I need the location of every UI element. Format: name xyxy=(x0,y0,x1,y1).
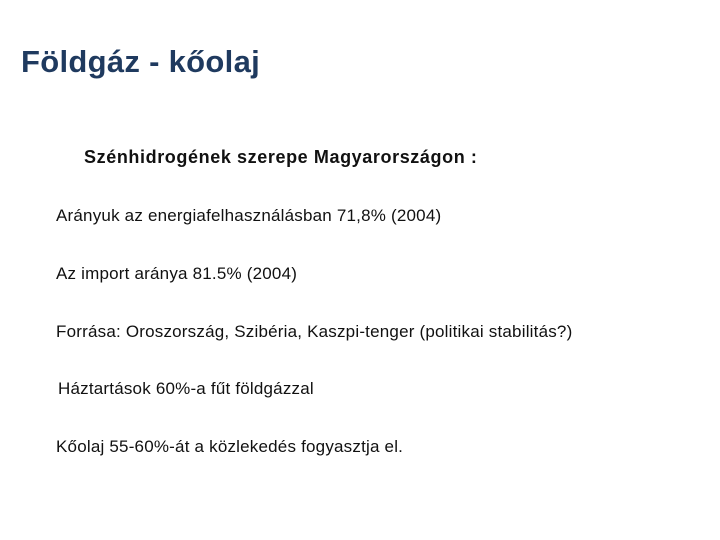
slide-subtitle: Szénhidrogének szerepe Magyarországon : xyxy=(84,147,478,167)
bullet-oil-transport: Kőolaj 55-60%-át a közlekedés fogyasztja el. xyxy=(56,437,404,456)
bullet-energy-share: Arányuk az energiafelhasználásban 71,8% (2004) xyxy=(56,206,442,225)
bullet-import-share: Az import aránya 81.5% (2004) xyxy=(56,264,298,283)
bullet-sources: Forrása: Oroszország, Szibéria, Kaszpi-tenger (politikai stabilitás?) xyxy=(56,322,573,341)
slide-title: Földgáz - kőolaj xyxy=(21,44,261,79)
bullet-household-heating: Háztartások 60%-a fűt földgázzal xyxy=(58,379,314,398)
